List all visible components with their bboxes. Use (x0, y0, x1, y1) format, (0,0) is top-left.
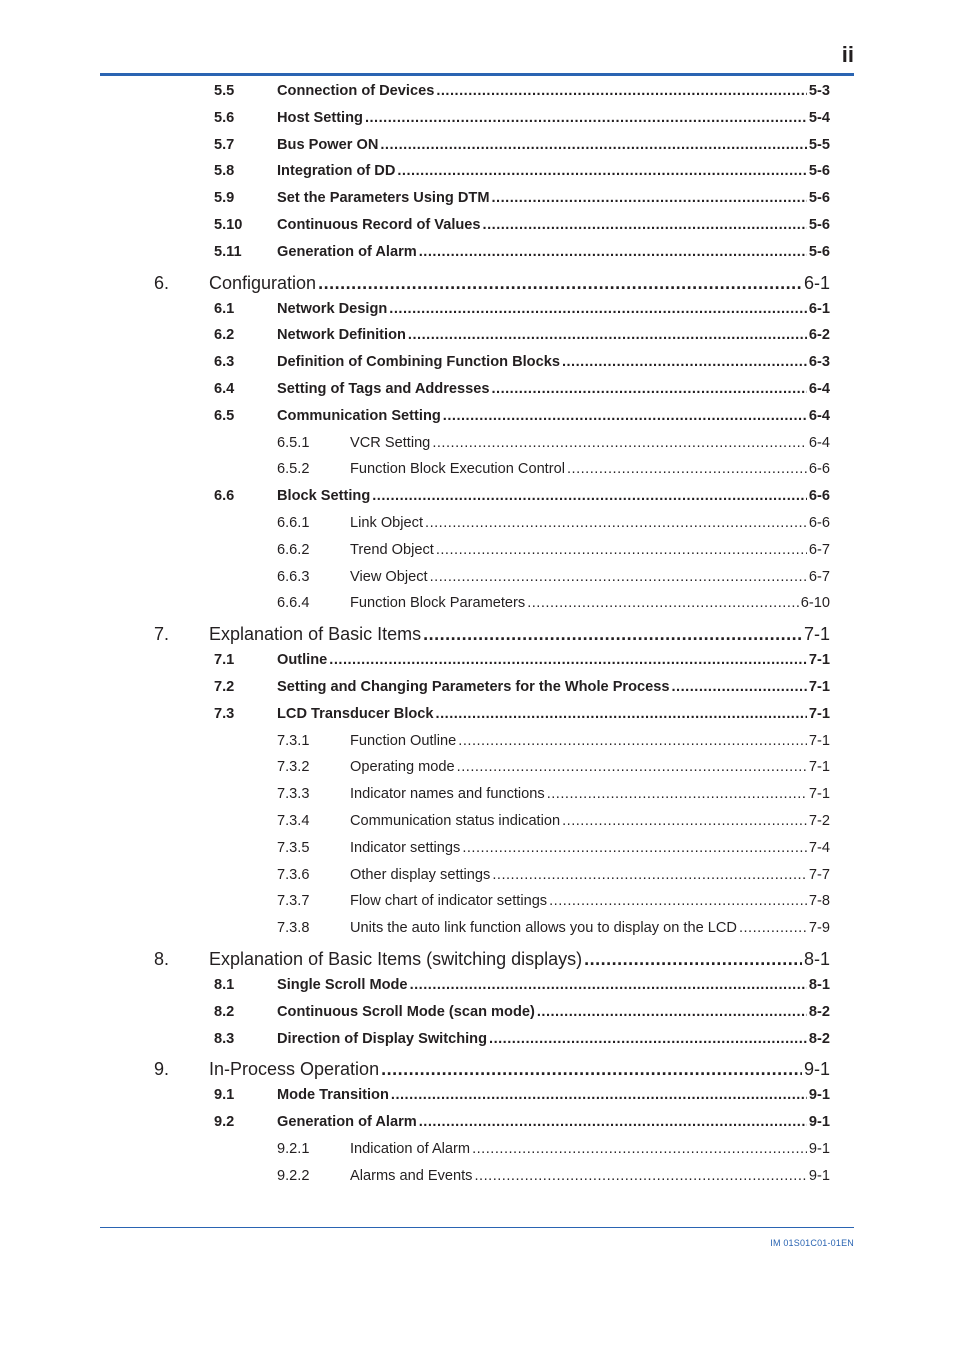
toc-page: 5-6 (808, 163, 830, 180)
toc-title: Direction of Display Switching (277, 1030, 488, 1047)
toc-section[interactable] (0, 488, 954, 515)
toc-section[interactable] (0, 1114, 954, 1141)
toc-number: 6.1 (214, 300, 235, 317)
toc-leader (443, 408, 807, 424)
toc-title: In-Process Operation (209, 1059, 380, 1080)
toc-page: 6-2 (808, 327, 830, 344)
page-number: ii (841, 42, 854, 67)
toc-title: Link Object (350, 514, 424, 531)
toc-leader (436, 83, 807, 99)
toc-number: 6. (154, 272, 170, 293)
toc-number: 6.6 (214, 488, 235, 505)
toc-leader (562, 813, 807, 829)
toc-number: 5.10 (214, 216, 243, 233)
toc-subsection[interactable] (0, 867, 954, 894)
toc-number: 6.4 (214, 380, 235, 397)
toc-section[interactable] (0, 408, 954, 435)
toc-section[interactable] (0, 190, 954, 217)
toc-page: 7-8 (808, 893, 830, 910)
toc-leader (318, 273, 802, 294)
toc-page: 9-1 (808, 1140, 830, 1157)
toc-page: 5-5 (808, 136, 830, 153)
toc-leader (329, 652, 807, 668)
toc-page: 9-1 (808, 1087, 830, 1104)
toc-number: 8.2 (214, 1003, 235, 1020)
toc-subsection[interactable] (0, 786, 954, 813)
toc-leader (489, 1031, 807, 1047)
toc-leader (365, 110, 807, 126)
toc-leader (492, 867, 807, 883)
toc-leader (381, 1059, 802, 1080)
toc-title: Generation of Alarm (277, 1114, 417, 1131)
toc-page: 6-10 (800, 595, 830, 612)
toc-title: Connection of Devices (277, 83, 435, 99)
toc-number: 7.3.2 (277, 759, 310, 776)
toc-section[interactable] (0, 706, 954, 733)
toc-leader (430, 569, 807, 585)
toc-leader (537, 1004, 807, 1020)
toc-leader (472, 1141, 807, 1157)
toc-page: 7-2 (808, 812, 830, 829)
toc-page: 7-1 (808, 678, 830, 695)
toc-page: 9-1 (803, 1059, 830, 1080)
toc-subsection[interactable] (0, 595, 954, 622)
toc-leader (408, 327, 807, 343)
toc-title: Indication of Alarm (350, 1140, 471, 1157)
toc-page: 8-2 (808, 1030, 830, 1047)
toc-title: Communication Setting (277, 407, 441, 424)
toc-leader (491, 381, 806, 397)
toc-section[interactable] (0, 354, 954, 381)
toc-title: Network Definition (277, 327, 406, 344)
toc-leader (672, 679, 807, 695)
toc-number: 7.3.3 (277, 786, 310, 803)
toc-number: 9.2 (214, 1114, 235, 1131)
toc-leader (457, 759, 807, 775)
toc-leader (423, 624, 802, 645)
toc-page: 6-6 (808, 488, 830, 505)
toc-title: View Object (350, 568, 428, 585)
toc-page: 7-1 (808, 732, 830, 749)
toc-subsection[interactable] (0, 733, 954, 760)
toc-page: 5-6 (808, 216, 830, 233)
toc-page: 7-1 (808, 652, 830, 669)
table-of-contents (0, 83, 954, 1194)
toc-subsection[interactable] (0, 893, 954, 920)
toc-leader (380, 137, 807, 153)
toc-section[interactable] (0, 137, 954, 164)
toc-leader (562, 354, 807, 370)
toc-section[interactable] (0, 217, 954, 244)
toc-title: Setting and Changing Parameters for the Whole Process (277, 678, 670, 695)
toc-number: 6.3 (214, 354, 235, 371)
toc-number: 5.9 (214, 190, 235, 207)
toc-title: Units the auto link function allows you to display on the LCD (350, 920, 737, 937)
toc-leader (584, 949, 802, 970)
toc-page: 6-6 (808, 461, 830, 478)
toc-number: 9.2.1 (277, 1140, 310, 1157)
toc-title: Flow chart of indicator settings (350, 893, 548, 910)
toc-number: 7.3.4 (277, 812, 310, 829)
toc-page: 6-1 (803, 272, 830, 293)
toc-leader (527, 595, 799, 611)
toc-page: 6-3 (808, 354, 830, 371)
toc-page: 5-3 (808, 83, 830, 99)
toc-number: 6.6.1 (277, 514, 310, 531)
toc-leader (419, 1114, 807, 1130)
toc-page: 7-1 (803, 624, 830, 645)
toc-number: 8.1 (214, 976, 235, 993)
toc-chapter[interactable] (0, 624, 954, 652)
toc-subsection[interactable] (0, 461, 954, 488)
toc-section[interactable] (0, 381, 954, 408)
toc-page: 7-1 (808, 786, 830, 803)
toc-number: 7.3.5 (277, 839, 310, 856)
toc-title: Trend Object (350, 541, 434, 558)
toc-title: Mode Transition (277, 1087, 389, 1104)
toc-page: 7-9 (808, 920, 830, 937)
toc-page: 5-4 (808, 109, 830, 126)
toc-page: 7-1 (808, 705, 830, 722)
toc-leader (458, 733, 807, 749)
toc-number: 5.8 (214, 163, 235, 180)
toc-title: Generation of Alarm (277, 243, 417, 260)
toc-title: Indicator settings (350, 839, 461, 856)
toc-number: 6.6.3 (277, 568, 310, 585)
toc-section[interactable] (0, 244, 954, 271)
toc-section[interactable] (0, 301, 954, 328)
toc-leader (372, 488, 807, 504)
toc-number: 6.6.4 (277, 595, 310, 612)
toc-section[interactable] (0, 1087, 954, 1114)
toc-page: 6-1 (808, 300, 830, 317)
toc-number: 7.3.1 (277, 732, 310, 749)
toc-title: Explanation of Basic Items (switching displays) (209, 948, 583, 969)
toc-section[interactable] (0, 679, 954, 706)
toc-number: 9.1 (214, 1087, 235, 1104)
toc-title: Single Scroll Mode (277, 976, 408, 993)
toc-title: Indicator names and functions (350, 786, 545, 803)
toc-number: 6.2 (214, 327, 235, 344)
footer-rule (100, 1227, 854, 1228)
toc-number: 7.1 (214, 652, 235, 669)
toc-leader (436, 706, 807, 722)
toc-leader (391, 1087, 807, 1103)
toc-title: Function Block Execution Control (350, 461, 565, 478)
toc-title: Operating mode (350, 759, 455, 776)
toc-number: 7.3.6 (277, 866, 310, 883)
toc-leader (432, 435, 807, 451)
toc-page: 6-4 (808, 407, 830, 424)
toc-section[interactable] (0, 1031, 954, 1058)
toc-subsection[interactable] (0, 1168, 954, 1195)
toc-title: Integration of DD (277, 163, 396, 180)
toc-title: Network Design (277, 300, 388, 317)
toc-section[interactable] (0, 977, 954, 1004)
toc-page: 6-7 (808, 568, 830, 585)
toc-number: 6.6.2 (277, 541, 310, 558)
toc-leader (389, 301, 807, 317)
toc-subsection[interactable] (0, 435, 954, 462)
toc-title: Host Setting (277, 109, 363, 126)
toc-page: 7-1 (808, 759, 830, 776)
toc-subsection[interactable] (0, 920, 954, 947)
toc-number: 8. (154, 948, 170, 969)
toc-title: Set the Parameters Using DTM (277, 190, 490, 207)
toc-page: 6-4 (808, 380, 830, 397)
toc-number: 5.7 (214, 136, 235, 153)
toc-title: Communication status indication (350, 812, 561, 829)
toc-leader (491, 190, 806, 206)
toc-title: LCD Transducer Block (277, 705, 434, 722)
toc-leader (549, 893, 807, 909)
toc-title: Function Block Parameters (350, 595, 526, 612)
toc-page: 5-6 (808, 243, 830, 260)
toc-title: Setting of Tags and Addresses (277, 380, 490, 397)
toc-page: 8-1 (808, 976, 830, 993)
toc-subsection[interactable] (0, 515, 954, 542)
toc-section[interactable] (0, 1004, 954, 1031)
toc-page: 6-6 (808, 514, 830, 531)
header-rule (100, 73, 854, 76)
toc-leader (483, 217, 807, 233)
toc-number: 6.5.2 (277, 461, 310, 478)
toc-leader (474, 1168, 806, 1184)
toc-section[interactable] (0, 83, 954, 110)
toc-number: 5.11 (214, 243, 242, 260)
toc-number: 7.3.7 (277, 893, 310, 910)
toc-number: 7.2 (214, 678, 235, 695)
toc-leader (436, 542, 807, 558)
toc-number: 7. (154, 624, 170, 645)
toc-leader (425, 515, 807, 531)
toc-leader (410, 977, 807, 993)
document-code: IM 01S01C01-01EN (770, 1238, 854, 1248)
toc-chapter[interactable] (0, 273, 954, 301)
toc-number: 5.6 (214, 109, 235, 126)
toc-page: 9-1 (808, 1114, 830, 1131)
toc-number: 6.5 (214, 407, 235, 424)
toc-number: 5.5 (214, 83, 235, 99)
toc-section[interactable] (0, 163, 954, 190)
toc-chapter[interactable] (0, 1059, 954, 1087)
toc-title: Block Setting (277, 488, 371, 505)
toc-section[interactable] (0, 327, 954, 354)
toc-page: 5-6 (808, 190, 830, 207)
toc-leader (567, 461, 807, 477)
toc-title: Configuration (209, 272, 317, 293)
toc-number: 9. (154, 1059, 170, 1080)
toc-page: 6-4 (808, 434, 830, 451)
toc-title: Explanation of Basic Items (209, 624, 422, 645)
toc-page: 9-1 (808, 1167, 830, 1184)
toc-number: 9.2.2 (277, 1167, 310, 1184)
toc-subsection[interactable] (0, 569, 954, 596)
toc-subsection[interactable] (0, 840, 954, 867)
toc-subsection[interactable] (0, 759, 954, 786)
toc-section[interactable] (0, 652, 954, 679)
toc-title: Outline (277, 652, 328, 669)
toc-section[interactable] (0, 110, 954, 137)
toc-title: Alarms and Events (350, 1167, 473, 1184)
toc-title: Continuous Record of Values (277, 216, 481, 233)
toc-page: 7-4 (808, 839, 830, 856)
toc-title: Definition of Combining Function Blocks (277, 354, 560, 371)
toc-number: 7.3.8 (277, 920, 310, 937)
toc-leader (462, 840, 807, 856)
toc-subsection[interactable] (0, 813, 954, 840)
toc-title: Bus Power ON (277, 136, 379, 153)
toc-leader (547, 786, 807, 802)
toc-subsection[interactable] (0, 542, 954, 569)
toc-number: 6.5.1 (277, 434, 310, 451)
toc-chapter[interactable] (0, 949, 954, 977)
toc-subsection[interactable] (0, 1141, 954, 1168)
toc-title: Continuous Scroll Mode (scan mode) (277, 1003, 535, 1020)
toc-title: Other display settings (350, 866, 491, 883)
toc-page: 7-7 (808, 866, 830, 883)
toc-page: 8-1 (803, 948, 830, 969)
toc-title: VCR Setting (350, 434, 431, 451)
toc-leader (397, 163, 807, 179)
toc-number: 8.3 (214, 1030, 235, 1047)
toc-number: 7.3 (214, 705, 235, 722)
toc-page: 6-7 (808, 541, 830, 558)
toc-title: Function Outline (350, 732, 457, 749)
toc-page: 8-2 (808, 1003, 830, 1020)
toc-leader (739, 920, 807, 936)
toc-leader (419, 244, 807, 260)
